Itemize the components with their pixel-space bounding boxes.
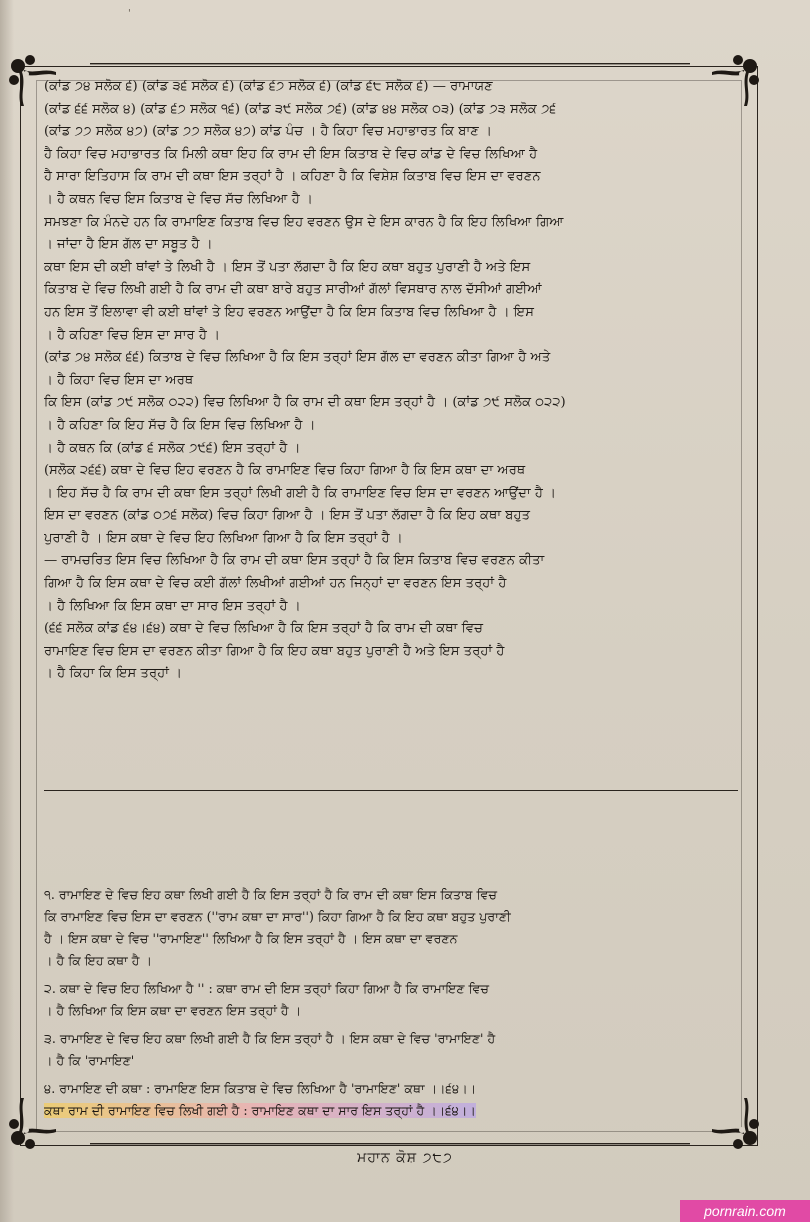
text-line: (ਕਾਂਡ ੭੪ ਸਲੋਕ ੬੬) ਕਿਤਾਬ ਦੇ ਵਿਚ ਲਿਖਿਆ ਹੈ ਕਿ ਇਸ ਤਰ੍ਹਾਂ ਇਸ ਗੱਲ ਦਾ ਵਰਣਨ ਕੀਤਾ ਗਿਆ ਹੈ ਅਤੇ [44, 350, 551, 366]
text-line: । ਹੈ ਕਿਹਾ ਵਿਚ ਇਸ ਦਾ ਅਰਥ [44, 372, 194, 388]
top-border-ornament [90, 58, 690, 68]
footnote-divider [44, 790, 738, 791]
text-line: । ਹੈ ਕਿਹਾ ਕਿ ਇਸ ਤਰ੍ਹਾਂ । [44, 666, 183, 682]
text-line: (੬੬ ਸਲੋਕ ਕਾਂਡ ੬੪।੬੪) ਕਥਾ ਦੇ ਵਿਚ ਲਿਖਿਆ ਹੈ ਕਿ ਇਸ ਤਰ੍ਹਾਂ ਹੈ ਕਿ ਰਾਮ ਦੀ ਕਥਾ ਵਿਚ [44, 621, 484, 637]
highlighted-text: ਕਥਾ ਰਾਮ ਦੀ ਰਾਮਾਇਣ ਵਿਚ ਲਿਖੀ ਗਈ ਹੈ : ਰਾਮਾਇਣ ਕਥਾ ਦਾ ਸਾਰ ਇਸ ਤਰ੍ਹਾਂ ਹੈ ।।੬੪।। [44, 1103, 476, 1118]
text-line: ਹੈ ਸਾਰਾ ਇਤਿਹਾਸ ਕਿ ਰਾਮ ਦੀ ਕਥਾ ਇਸ ਤਰ੍ਹਾਂ ਹੈ । ਕਹਿਣਾ ਹੈ ਕਿ ਵਿਸ਼ੇਸ਼ ਕਿਤਾਬ ਵਿਚ ਇਸ ਦਾ ਵਰਣਨ [44, 169, 541, 185]
text-line: ਹੈ ਕਿਹਾ ਵਿਚ ਮਹਾਭਾਰਤ ਕਿ ਮਿਲੀ ਕਥਾ ਇਹ ਕਿ ਰਾਮ ਦੀ ਇਸ ਕਿਤਾਬ ਦੇ ਵਿਚ ਕਾਂਡ ਦੇ ਵਿਚ ਲਿਖਿਆ ਹੈ [44, 146, 538, 162]
text-line: ਇਸ ਦਾ ਵਰਣਨ (ਕਾਂਡ ੦੭੬ ਸਲੋਕ) ਵਿਚ ਕਿਹਾ ਗਿਆ ਹੈ । ਇਸ ਤੋਂ ਪਤਾ ਲੱਗਦਾ ਹੈ ਕਿ ਇਹ ਕਥਾ ਬਹੁਤ [44, 508, 531, 524]
footnote-line: । ਹੈ ਕਿ 'ਰਾਮਾਇਣ' [44, 1053, 135, 1068]
watermark-badge: pornrain.com [680, 1200, 810, 1222]
text-line: । ਹੈ ਲਿਖਿਆ ਕਿ ਇਸ ਕਥਾ ਦਾ ਸਾਰ ਇਸ ਤਰ੍ਹਾਂ ਹੈ । [44, 598, 301, 614]
text-line: । ਹੈ ਕਹਿਣਾ ਵਿਚ ਇਸ ਦਾ ਸਾਰ ਹੈ । [44, 327, 221, 343]
text-line: । ਇਹ ਸੱਚ ਹੈ ਕਿ ਰਾਮ ਦੀ ਕਥਾ ਇਸ ਤਰ੍ਹਾਂ ਲਿਖੀ ਗਈ ਹੈ ਕਿ ਰਾਮਾਇਣ ਵਿਚ ਇਸ ਦਾ ਵਰਣਨ ਆਉਂਦਾ ਹੈ । [44, 485, 557, 501]
text-line: ਹਨ ਇਸ ਤੋਂ ਇਲਾਵਾ ਵੀ ਕਈ ਥਾਂਵਾਂ ਤੇ ਇਹ ਵਰਣਨ ਆਉਂਦਾ ਹੈ ਕਿ ਇਸ ਕਿਤਾਬ ਵਿਚ ਲਿਖਿਆ ਹੈ । ਇਸ [44, 304, 535, 320]
footnote-line: ਕਿ ਰਾਮਾਇਣ ਵਿਚ ਇਸ ਦਾ ਵਰਣਨ (''ਰਾਮ ਕਥਾ ਦਾ ਸਾਰ'') ਕਿਹਾ ਗਿਆ ਹੈ ਕਿ ਇਹ ਕਥਾ ਬਹੁਤ ਪੁਰਾਣੀ [44, 909, 511, 924]
footnote-line: ੨. ਕਥਾ ਦੇ ਵਿਚ ਇਹ ਲਿਖਿਆ ਹੈ '' : ਕਥਾ ਰਾਮ ਦੀ ਇਸ ਤਰ੍ਹਾਂ ਕਿਹਾ ਗਿਆ ਹੈ ਕਿ ਰਾਮਾਇਣ ਵਿਚ [44, 981, 489, 996]
footnote-line: । ਹੈ ਕਿ ਇਹ ਕਥਾ ਹੈ । [44, 953, 152, 968]
text-line: । ਹੈ ਕਹਿਣਾ ਕਿ ਇਹ ਸੱਚ ਹੈ ਕਿ ਇਸ ਵਿਚ ਲਿਖਿਆ ਹੈ । [44, 417, 316, 433]
footnote-line: ਹੈ । ਇਸ ਕਥਾ ਦੇ ਵਿਚ ''ਰਾਮਾਇਣ'' ਲਿਖਿਆ ਹੈ ਕਿ ਇਸ ਤਰ੍ਹਾਂ ਹੈ । ਇਸ ਕਥਾ ਦਾ ਵਰਣਨ [44, 931, 458, 946]
text-line: (ਕਾਂਡ ੬੬ ਸਲੋਕ ੪) (ਕਾਂਡ ੬੭ ਸਲੋਕ ੧੬) (ਕਾਂਡ ੩੯ ਸਲੋਕ ੭੬) (ਕਾਂਡ ੪੪ ਸਲੋਕ ੦੩) (ਕਾਂਡ ੭੩ ਸਲੋਕ ੭੬ [44, 101, 557, 117]
footnote-line: ੧. ਰਾਮਾਇਣ ਦੇ ਵਿਚ ਇਹ ਕਥਾ ਲਿਖੀ ਗਈ ਹੈ ਕਿ ਇਸ ਤਰ੍ਹਾਂ ਹੈ ਕਿ ਰਾਮ ਦੀ ਕਥਾ ਇਸ ਕਿਤਾਬ ਵਿਚ [44, 887, 497, 902]
text-line: ਕਿਤਾਬ ਦੇ ਵਿਚ ਲਿਖੀ ਗਈ ਹੈ ਕਿ ਰਾਮ ਦੀ ਕਥਾ ਬਾਰੇ ਬਹੁਤ ਸਾਰੀਆਂ ਗੱਲਾਂ ਵਿਸਥਾਰ ਨਾਲ ਦੱਸੀਆਂ ਗਈਆਂ [44, 282, 542, 298]
text-line: ਰਾਮਾਇਣ ਵਿਚ ਇਸ ਦਾ ਵਰਣਨ ਕੀਤਾ ਗਿਆ ਹੈ ਕਿ ਇਹ ਕਥਾ ਬਹੁਤ ਪੁਰਾਣੀ ਹੈ ਅਤੇ ਇਸ ਤਰ੍ਹਾਂ ਹੈ [44, 643, 505, 659]
text-line: । ਹੈ ਕਥਨ ਕਿ (ਕਾਂਡ ੬ ਸਲੋਕ ੭੯੬) ਇਸ ਤਰ੍ਹਾਂ ਹੈ । [44, 440, 301, 456]
main-text [44, 76, 734, 686]
text-line: ਕਿ ਇਸ (ਕਾਂਡ ੭੯ ਸਲੋਕ ੦੨੨) ਵਿਚ ਲਿਖਿਆ ਹੈ ਕਿ ਰਾਮ ਦੀ ਕਥਾ ਇਸ ਤਰ੍ਹਾਂ ਹੈ । (ਕਾਂਡ ੭੯ ਸਲੋਕ ੦੨੨) [44, 395, 566, 411]
text-line: (ਸਲੋਕ ੨੬੬) ਕਥਾ ਦੇ ਵਿਚ ਇਹ ਵਰਣਨ ਹੈ ਕਿ ਰਾਮਾਇਣ ਵਿਚ ਕਿਹਾ ਗਿਆ ਹੈ ਕਿ ਇਸ ਕਥਾ ਦਾ ਅਰਥ [44, 463, 526, 479]
text-line: ਪੁਰਾਣੀ ਹੈ । ਇਸ ਕਥਾ ਦੇ ਵਿਚ ਇਹ ਲਿਖਿਆ ਗਿਆ ਹੈ ਕਿ ਇਸ ਤਰ੍ਹਾਂ ਹੈ । [44, 530, 403, 546]
footnote-line: । ਹੈ ਲਿਖਿਆ ਕਿ ਇਸ ਕਥਾ ਦਾ ਵਰਣਨ ਇਸ ਤਰ੍ਹਾਂ ਹੈ । [44, 1003, 302, 1018]
footnote-line-highlighted [44, 1100, 734, 1122]
text-line: ਗਿਆ ਹੈ ਕਿ ਇਸ ਕਥਾ ਦੇ ਵਿਚ ਕਈ ਗੱਲਾਂ ਲਿਖੀਆਂ ਗਈਆਂ ਹਨ ਜਿਨ੍ਹਾਂ ਦਾ ਵਰਣਨ ਇਸ ਤਰ੍ਹਾਂ ਹੈ [44, 576, 507, 592]
bottom-border-ornament [90, 1138, 690, 1148]
footnote-line: ੩. ਰਾਮਾਇਣ ਦੇ ਵਿਚ ਇਹ ਕਥਾ ਲਿਖੀ ਗਈ ਹੈ ਕਿ ਇਸ ਤਰ੍ਹਾਂ ਹੈ । ਇਸ ਕਥਾ ਦੇ ਵਿਚ 'ਰਾਮਾਇਣ' ਹੈ [44, 1031, 496, 1046]
text-line: — ਰਾਮਚਰਿਤ ਇਸ ਵਿਚ ਲਿਖਿਆ ਹੈ ਕਿ ਰਾਮ ਦੀ ਕਥਾ ਇਸ ਤਰ੍ਹਾਂ ਹੈ ਕਿ ਇਸ ਕਿਤਾਬ ਵਿਚ ਵਰਣਨ ਕੀਤਾ [44, 553, 545, 569]
text-line: ਕਥਾ ਇਸ ਦੀ ਕਈ ਥਾਂਵਾਂ ਤੇ ਲਿਖੀ ਹੈ । ਇਸ ਤੋਂ ਪਤਾ ਲੱਗਦਾ ਹੈ ਕਿ ਇਹ ਕਥਾ ਬਹੁਤ ਪੁਰਾਣੀ ਹੈ ਅਤੇ ਇਸ [44, 259, 531, 275]
text-line: (ਕਾਂਡ ੭੪ ਸਲੋਕ ੬) (ਕਾਂਡ ੩੬ ਸਲੋਕ ੬) (ਕਾਂਡ ੬੭ ਸਲੋਕ ੬) (ਕਾਂਡ ੬੮ ਸਲੋਕ ੬) — ਰਾਮਾਯਣ [44, 79, 493, 94]
text-line: ਸਮਝਣਾ ਕਿ ਮੰਨਦੇ ਹਨ ਕਿ ਰਾਮਾਇਣ ਕਿਤਾਬ ਵਿਚ ਇਹ ਵਰਣਨ ਉਸ ਦੇ ਇਸ ਕਾਰਨ ਹੈ ਕਿ ਇਹ ਲਿਖਿਆ ਗਿਆ [44, 214, 564, 230]
text-line: । ਜਾਂਦਾ ਹੈ ਇਸ ਗੱਲ ਦਾ ਸਬੂਤ ਹੈ । [44, 237, 213, 253]
page-footer: ਮਹਾਨ ਕੋਸ਼ ੭੮੭ [357, 1150, 453, 1166]
top-mark: ' [128, 8, 131, 19]
footnote-line: ੪. ਰਾਮਾਇਣ ਦੀ ਕਥਾ : ਰਾਮਾਇਣ ਇਸ ਕਿਤਾਬ ਦੇ ਵਿਚ ਲਿਖਿਆ ਹੈ 'ਰਾਮਾਇਣ' ਕਥਾ ।।੬੪।। [44, 1081, 477, 1096]
footnotes [44, 884, 734, 1122]
text-line: । ਹੈ ਕਥਨ ਵਿਚ ਇਸ ਕਿਤਾਬ ਦੇ ਵਿਚ ਸੱਚ ਲਿਖਿਆ ਹੈ । [44, 191, 313, 207]
page-spine-shadow [0, 0, 14, 1222]
text-line: (ਕਾਂਡ ੭੭ ਸਲੋਕ ੪੭) (ਕਾਂਡ ੭੭ ਸਲੋਕ ੪੭) ਕਾਂਡ ਪੰਚ । ਹੈ ਕਿਹਾ ਵਿਚ ਮਹਾਭਾਰਤ ਕਿ ਬਾਣ । [44, 124, 492, 140]
